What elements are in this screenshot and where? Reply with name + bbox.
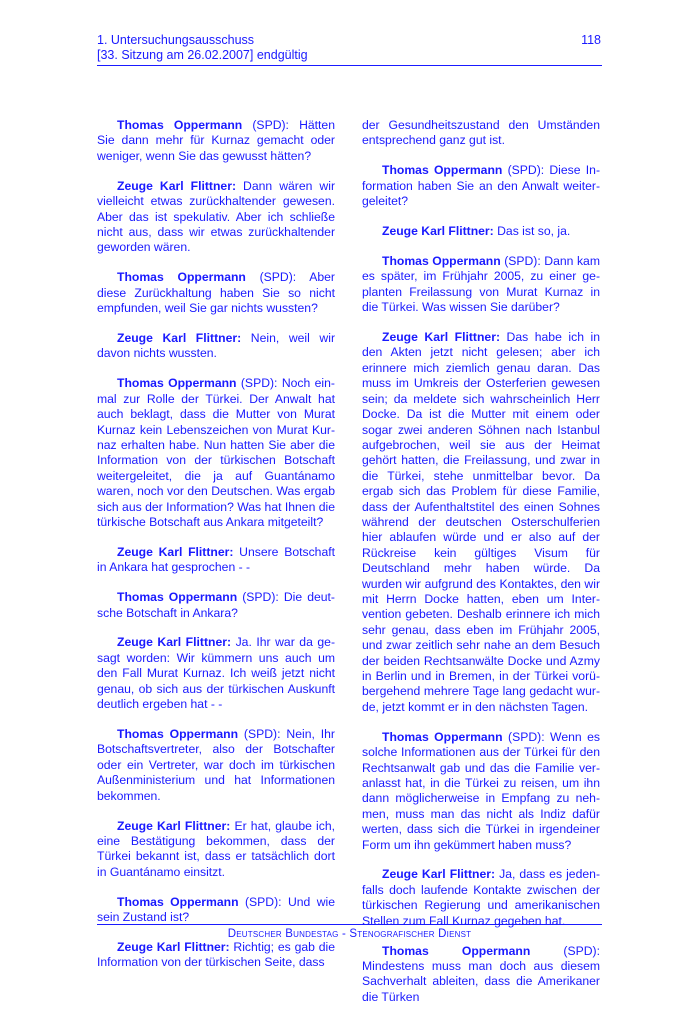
speaker-party: (SPD):	[502, 163, 550, 178]
statement-text: Unsere Botschaft in Ankara hat gesprochen - -	[97, 544, 336, 575]
transcript-paragraph	[97, 179, 335, 256]
statement-text: Die deutsche Botschaft in Ankara?	[97, 590, 335, 620]
speaker-party: (SPD):	[502, 729, 551, 744]
speaker-name: Thomas Oppermann	[382, 729, 503, 744]
transcript-paragraph	[97, 819, 335, 881]
statement-text: Mindestens muss man doch aus diesem Sachverhalt ableiten, dass die Amerikaner die Türken	[362, 959, 600, 1004]
speaker-name: Thomas Oppermann	[117, 894, 239, 909]
statement-text: Nein, weil wir davon nichts wussten.	[97, 330, 335, 361]
transcript-paragraph	[362, 163, 600, 209]
statement-text: Nein, Ihr Botschaftsvertreter, also der Botschafter oder ein Vertreter, war doch im türkischen Außenministerium und hat Informationen bekommen.	[97, 727, 335, 803]
statement-text: der Gesundheitszustand den Umständen entsprechend ganz gut ist.	[362, 118, 600, 148]
statement-text: Wenn es solche Informationen aus der Türkei für den Rechtsanwalt gab und das die Familie veranlasst hat, in die Türkei zu reisen, um ihn dann möglicherweise in Empfang zu nehmen, muss man das nicht als Indiz dafür werten, dass sich die Türkei in irgendeiner Form um ihn gekümmert haben muss?	[362, 729, 600, 852]
statement-text: Aber diese Zurückhaltung haben Sie so nicht empfunden, weil Sie gar nichts wussten?	[97, 270, 335, 316]
speaker-party: (SPD):	[237, 590, 284, 605]
speaker-name: Zeuge Karl Flittner:	[117, 939, 230, 954]
statement-text: Dann wären wir vielleicht etwas zurückhaltender gewesen. Aber das ist spekulativ. Aber ich schließe nicht aus, dass wir etwas zurückhaltender geworden wären.	[97, 178, 335, 255]
transcript-paragraph	[97, 118, 335, 164]
speaker-party: (SPD):	[238, 894, 288, 909]
transcript-paragraph	[97, 376, 335, 530]
transcript-paragraph	[97, 270, 335, 316]
transcript-paragraph	[362, 224, 600, 239]
speaker-name: Thomas Oppermann	[117, 376, 237, 391]
header-divider	[97, 65, 602, 66]
speaker-name: Thomas Oppermann	[117, 727, 239, 741]
speaker-name: Zeuge Karl Flittner:	[382, 867, 496, 882]
speaker-name: Zeuge Karl Flittner:	[117, 544, 234, 559]
statement-text: Er hat, glaube ich, eine Bestätigung bekommen, dass der Türkei bekannt ist, dass er tatsächlich dort in Guantánamo einsitzt.	[97, 818, 336, 879]
statement-text: Noch einmal zur Rolle der Türkei. Der Anwalt hat auch beklagt, dass die Mutter von Murat Kurnaz kein Lebenszeichen von Murat Kurnaz erhalten habe. Nun hatten Sie aber die Information von der türkischen Botschaft weitergeleitet, die ja auf Guantánamo waren, noch vor den Deutschen. Was ergab sich aus der Information? Was hat Ihnen die türkische Botschaft aus Ankara mitgeteilt?	[97, 376, 336, 529]
session-info: [33. Sitzung am 26.02.2007] endgültig	[97, 48, 308, 62]
speaker-name: Thomas Oppermann	[382, 163, 503, 178]
speaker-name: Thomas Oppermann	[382, 943, 531, 958]
speaker-name: Thomas Oppermann	[117, 270, 246, 285]
speaker-name: Thomas Oppermann	[117, 590, 238, 605]
statement-text: Und wie sein Zustand ist?	[97, 894, 335, 925]
statement-text: Das habe ich in den Akten jetzt nicht gelesen; aber ich erinnere mich ziemlich genau daran. Das muss im Umkreis der Osterferien gewesen sein; da meldete sich wahrscheinlich Herr Docke. Da ist die Mutter mit einem oder sogar zwei anderen Söhnen nach Istanbul aufgebrochen, weil sie aus der Heimat gehört hatten, die Freilassung, und zwar in die Türkei, stehe unmittelbar bevor. Da ergab sich das Problem für diese Familie, dass der Aufenthaltstitel des einen Sohnes während der deutschen Osterschulferien hier ablaufen würde und er also auf der Rückreise kein gültiges Visum für Deutschland mehr haben würde. Da wurden wir aufgrund des Kontaktes, den wir mit Herrn Docke hatten, eben um Intervention gebeten. Deshalb erinnere ich mich sehr genau, dass eben im Frühjahr 2005, und zwar zeitlich sehr nahe an dem Besuch der beiden Rechtsanwälte Docke und Azmy in Berlin und in Bremen, in der Türkei vorübergehend mehrere Tage lang gedacht wurde, jetzt kommt er in den nächsten Tagen.	[362, 330, 600, 714]
transcript-paragraph	[362, 118, 600, 149]
transcript-paragraph	[362, 944, 600, 1006]
page-footer: Deutscher Bundestag - Stenografischer Dienst	[227, 928, 472, 940]
page-header	[97, 33, 605, 63]
speaker-name: Zeuge Karl Flittner:	[117, 818, 231, 833]
statement-text: Ja, dass es jedenfalls doch laufende Kontakte zwischen der türkischen Regierung und amerikanischen Stellen zum Fall Kurnaz gegeben hat.	[362, 867, 600, 928]
statement-text: Das ist so, ja.	[497, 224, 571, 239]
transcript-paragraph	[97, 545, 335, 576]
committee-name: 1. Untersuchungsausschuss	[97, 33, 255, 47]
speaker-name: Thomas Oppermann	[117, 118, 243, 132]
statement-text: Richtig; es gab die Information von der türkischen Seite, dass	[97, 939, 335, 970]
transcript-paragraph	[97, 940, 335, 971]
transcript-paragraph	[362, 730, 600, 853]
speaker-name: Thomas Oppermann	[382, 253, 501, 268]
transcript-paragraph	[362, 867, 600, 929]
speaker-name: Zeuge Karl Flittner:	[117, 330, 242, 345]
speaker-party: (SPD):	[530, 943, 600, 958]
transcript-paragraph	[97, 331, 335, 362]
page-number: 118	[581, 33, 601, 47]
transcript-paragraph	[97, 727, 335, 804]
transcript-paragraph	[362, 330, 600, 715]
transcript-paragraph	[97, 590, 335, 621]
left-column	[97, 118, 335, 985]
speaker-party: (SPD):	[238, 727, 287, 741]
speaker-name: Zeuge Karl Flittner:	[117, 178, 237, 193]
transcript-paragraph	[97, 895, 335, 926]
statement-text: Hätten Sie dann mehr für Kurnaz gemacht oder weniger, wenn Sie das gewusst hätten?	[97, 118, 335, 163]
speaker-name: Zeuge Karl Flittner:	[382, 330, 501, 345]
speaker-name: Zeuge Karl Flittner:	[382, 224, 494, 239]
transcript-paragraph	[362, 254, 600, 316]
speaker-party: (SPD):	[500, 253, 545, 268]
statement-text: Dann kam es später, im Frühjahr 2005, zu einer geplanten Freilassung von Murat Kurnaz in die Türkei. Was wissen Sie darüber?	[362, 253, 600, 315]
statement-text: Ja. Ihr war da gesagt worden: Wir kümmern uns auch um den Fall Murat Kurnaz. Ich weiß jetzt nicht genau, ob sich aus der türkischen Auskunft deutlich ergeben hat - -	[97, 635, 336, 712]
transcript-paragraph	[97, 635, 335, 712]
speaker-name: Zeuge Karl Flittner:	[117, 635, 232, 650]
statement-text: Diese Information haben Sie an den Anwalt weitergeleitet?	[362, 163, 600, 209]
speaker-party: (SPD):	[245, 270, 310, 285]
speaker-party	[241, 331, 251, 345]
speaker-party	[236, 179, 243, 193]
speaker-party: (SPD):	[242, 118, 300, 132]
speaker-party: (SPD):	[236, 376, 282, 391]
footer-divider	[97, 924, 602, 925]
right-column	[362, 118, 600, 1020]
